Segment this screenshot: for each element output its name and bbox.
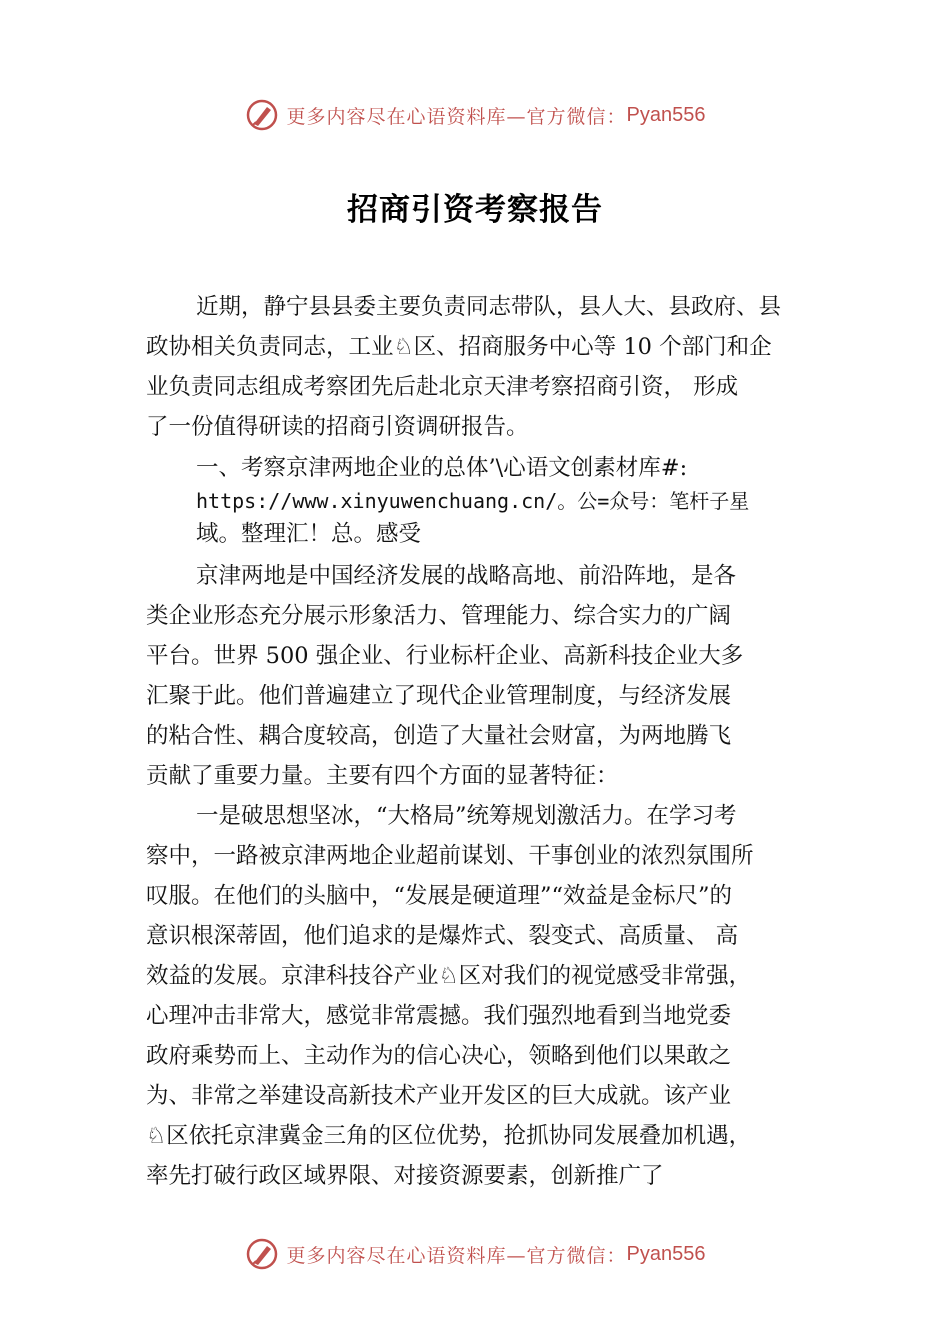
text-line: 政协相关负责同志，工业♘区、招商服务中心等 10 个部门和企	[146, 334, 772, 360]
text-line: ♘区依托京津冀金三角的区位优势，抢抓协同发展叠加机遇，	[146, 1123, 752, 1149]
text-line: 京津两地是中国经济发展的战略高地、前沿阵地，是各	[196, 563, 737, 589]
text-line: 察中，一路被京津两地企业超前谋划、干事创业的浓烈氛围所	[146, 843, 754, 869]
text-line: 效益的发展。京津科技谷产业♘区对我们的视觉感受非常强，	[146, 963, 752, 989]
watermark-handle: Pyan556	[626, 103, 706, 126]
text-line: 为、非常之举建设高新技术产业开发区的巨大成就。该产业	[146, 1083, 732, 1109]
text-line: 平台。世界 500 强企业、行业标杆企业、高新科技企业大多	[146, 643, 744, 669]
text-line: 一是破思想坚冰，“大格局”统筹规划激活力。在学习考	[196, 803, 737, 829]
text-line: 率先打破行政区域界限、对接资源要素，创新推广了	[146, 1163, 664, 1189]
text-line: 政府乘势而上、主动作为的信心决心，领略到他们以果敢之	[146, 1043, 732, 1069]
text-line: 叹服。在他们的头脑中，“发展是硬道理”“效益是金标尺”的	[146, 883, 733, 909]
text-line: 汇聚于此。他们普遍建立了现代企业管理制度，与经济发展	[146, 683, 732, 709]
watermark-text: 更多内容尽在心语资料库—官方微信：	[286, 105, 627, 128]
section-heading-1	[196, 452, 826, 551]
fountain-pen-logo-icon	[245, 1237, 279, 1271]
text-line: 了一份值得研读的招商引资调研报告。	[146, 414, 529, 440]
text-line: 业负责同志组成考察团先后赴北京天津考察招商引资， 形成	[146, 374, 739, 400]
text-line: 域。整理汇！总。感受	[196, 521, 422, 547]
fountain-pen-logo-icon	[245, 98, 279, 132]
text-line: 意识根深蒂固，他们追求的是爆炸式、裂变式、高质量、 高	[146, 923, 739, 949]
document-title: 招商引资考察报告	[347, 192, 603, 228]
text-line: 近期，静宁县县委主要负责同志带队，县人大、县政府、县	[196, 294, 782, 320]
watermark-text: 更多内容尽在心语资料库—官方微信：	[286, 1244, 627, 1267]
text-line: https://www.xinyuwenchuang.cn/。公=众号：笔杆子星	[196, 489, 750, 513]
watermark-banner-top	[0, 95, 950, 135]
text-line: 心理冲击非常大，感觉非常震撼。我们强烈地看到当地党委	[146, 1003, 732, 1029]
paragraph-intro	[146, 287, 826, 447]
paragraph-body	[146, 556, 826, 1196]
text-line: 类企业形态充分展示形象活力、管理能力、综合实力的广阔	[146, 603, 732, 629]
watermark-handle: Pyan556	[626, 1242, 706, 1265]
text-line: 贡献了重要力量。主要有四个方面的显著特征：	[146, 763, 619, 789]
text-line: 一、考察京津两地企业的总体’\心语文创素材库#:	[196, 455, 688, 481]
text-line: 的粘合性、耦合度较高，创造了大量社会财富，为两地腾飞	[146, 723, 732, 749]
watermark-banner-bottom	[0, 1234, 950, 1274]
